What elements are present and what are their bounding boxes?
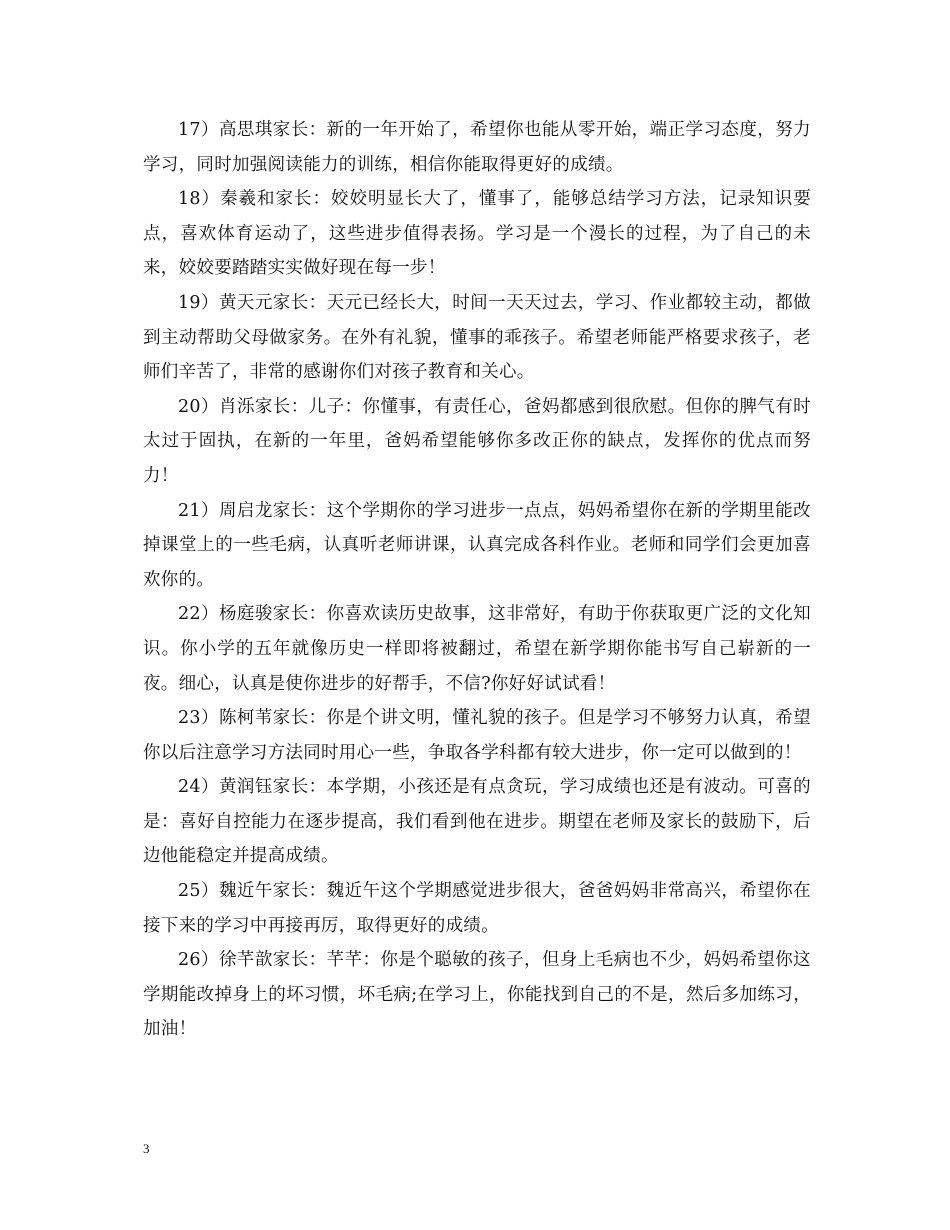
paragraph-19: 19）黄天元家长：天元已经长大，时间一天天过去，学习、作业都较主动，都做到主动帮助父母做家务。在外有礼貌，懂事的乖孩子。希望老师能严格要求孩子，老师们辛苦了，非常的感谢你们对孩子教育和关心。 [143,292,811,383]
page-number: 3 [143,1141,150,1156]
paragraph-17: 17）高思琪家长：新的一年开始了，希望你也能从零开始，端正学习态度，努力学习，同时加强阅读能力的训练，相信你能取得更好的成绩。 [143,120,811,175]
paragraph-18: 18）秦羲和家长：姣姣明显长大了，懂事了，能够总结学习方法，记录知识要点，喜欢体育运动了，这些进步值得表扬。学习是一个漫长的过程，为了自己的未来，姣姣要踏踏实实做好现在每一步！ [143,189,811,279]
paragraph-25: 25）魏近午家长：魏近午这个学期感觉进步很大，爸爸妈妈非常高兴，希望你在接下来的学习中再接再厉，取得更好的成绩。 [143,881,811,936]
document-body [143,113,811,1047]
paragraph-26: 26）徐芊歆家长：芊芊：你是个聪敏的孩子，但身上毛病也不少，妈妈希望你这学期能改掉身上的坏习惯，坏毛病;在学习上，你能找到自己的不是，然后多加练习，加油！ [143,950,811,1040]
paragraph-22: 22）杨庭骏家长：你喜欢读历史故事，这非常好，有助于你获取更广泛的文化知识。你小学的五年就像历史一样即将被翻过，希望在新学期你能书写自己崭新的一夜。细心，认真是使你进步的好帮手，不信?你好好试试看！ [143,604,811,694]
paragraph-20: 20）肖泺家长：儿子：你懂事，有责任心，爸妈都感到很欣慰。但你的脾气有时太过于固执，在新的一年里，爸妈希望能够你多改正你的缺点，发挥你的优点而努力！ [143,396,811,486]
paragraph-24: 24）黄润钰家长：本学期，小孩还是有点贪玩，学习成绩也还是有波动。可喜的是：喜好自控能力在逐步提高，我们看到他在进步。期望在老师及家长的鼓励下，后边他能稳定并提高成绩。 [143,777,811,867]
paragraph-21: 21）周启龙家长：这个学期你的学习进步一点点，妈妈希望你在新的学期里能改掉课堂上的一些毛病，认真听老师讲课，认真完成各科作业。老师和同学们会更加喜欢你的。 [143,500,811,590]
paragraph-23: 23）陈柯苇家长：你是个讲文明，懂礼貌的孩子。但是学习不够努力认真，希望你以后注意学习方法同时用心一些，争取各学科都有较大进步，你一定可以做到的！ [143,708,811,763]
